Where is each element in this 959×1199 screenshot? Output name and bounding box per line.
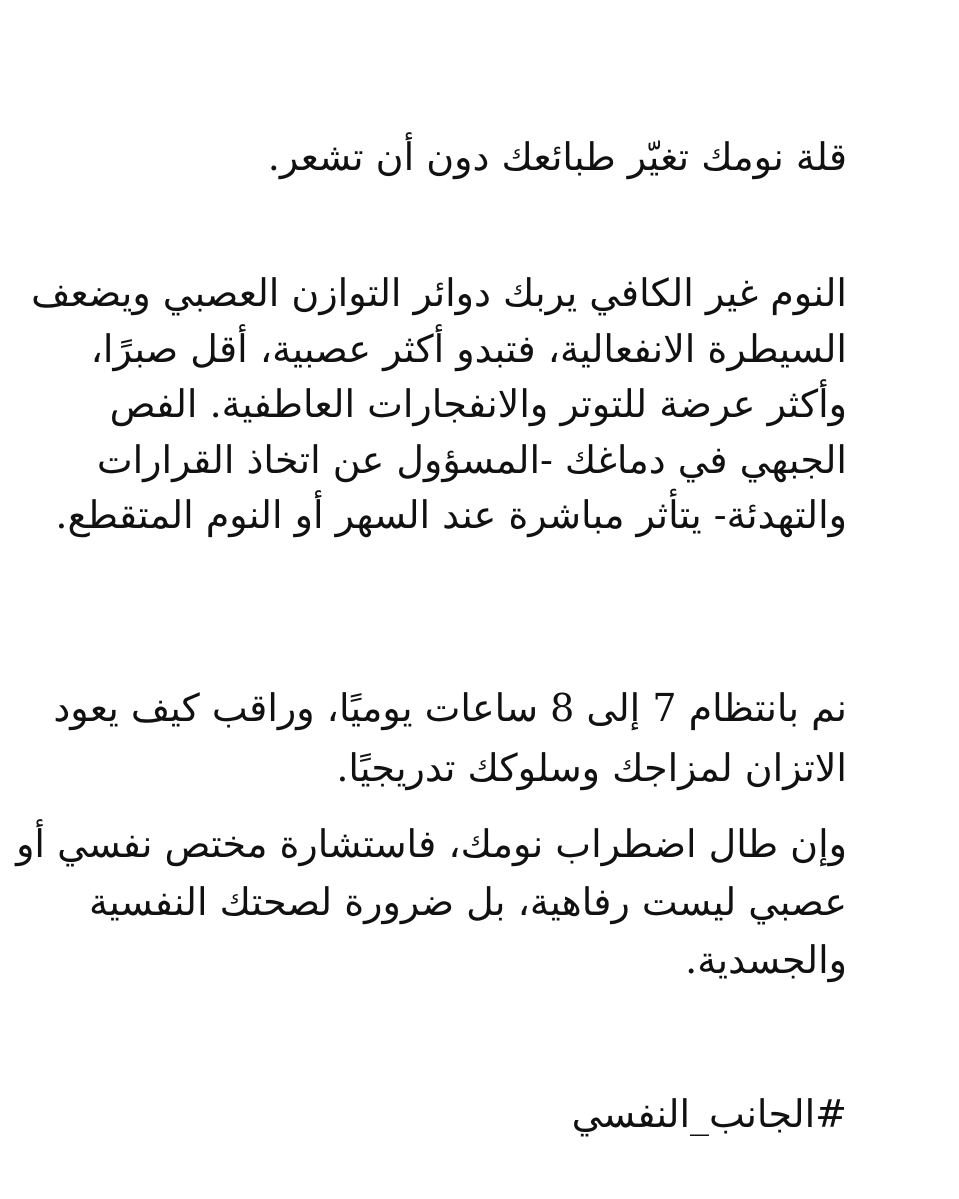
paragraph-line: والجسدية. <box>685 938 847 982</box>
paragraph-line: وأكثر عرضة للتوتر والانفجارات العاطفية. الفص <box>109 382 847 426</box>
paragraph-line: وإن طال اضطراب نومك، فاستشارة مختص نفسي أو <box>16 822 847 866</box>
paragraph-line: نم بانتظام 7 إلى 8 ساعات يوميًا، وراقب كيف يعود <box>53 686 847 730</box>
hashtag-text: #الجانب_النفسي <box>571 1092 847 1136</box>
paragraph-line: الاتزان لمزاجك وسلوكك تدريجيًا. <box>336 746 847 790</box>
paragraph-consultation <box>16 815 847 989</box>
headline <box>107 132 847 182</box>
hashtag <box>107 1089 847 1139</box>
paragraph-advice <box>53 678 847 798</box>
paragraph-line: عصبي ليست رفاهية، بل ضرورة لصحتك النفسية <box>88 880 847 924</box>
paragraph-sleep-effects <box>31 266 847 544</box>
paragraph-line: والتهدئة- يتأثر مباشرة عند السهر أو النوم المتقطع. <box>55 493 847 537</box>
paragraph-line: الجبهي في دماغك -المسؤول عن اتخاذ القرارات <box>96 437 847 482</box>
paragraph-line: السيطرة الانفعالية، فتبدو أكثر عصبية، أقل صبرًا، <box>90 326 847 371</box>
headline-text: قلة نومك تغيّر طبائعك دون أن تشعر. <box>267 135 847 179</box>
paragraph-line: النوم غير الكافي يربك دوائر التوازن العصبي ويضعف <box>31 271 847 315</box>
